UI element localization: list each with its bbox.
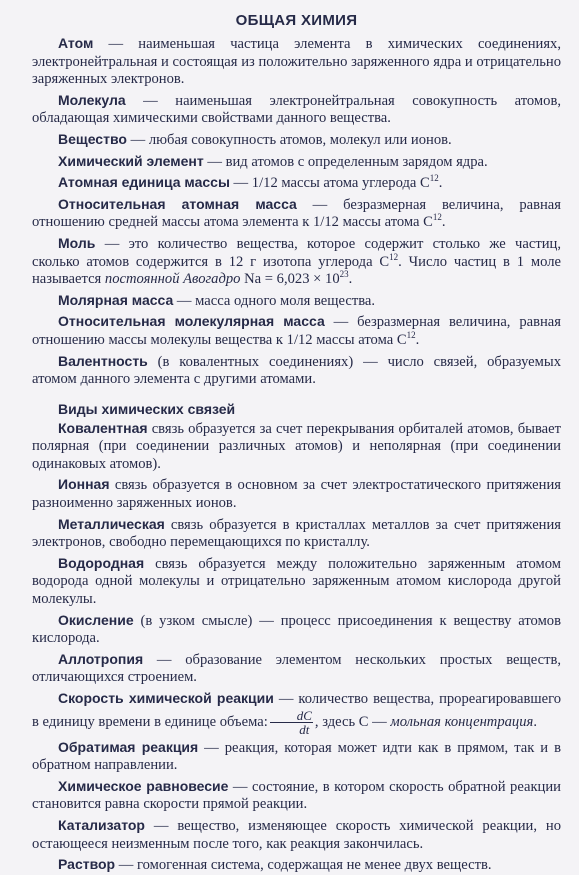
definition-text: — это количество вещества, которое содержит столько же частиц, сколько атомов содержится в 12 г изотопа углерода C [32,235,561,270]
definition-text: — масса одного моля вещества. [173,292,376,309]
term: Металлическая [58,515,165,532]
term: Химический элемент [58,152,204,169]
definition-molecule [32,92,561,128]
definition-valence [32,353,561,389]
definition-relative-molecular-mass [32,313,561,349]
term: Атомная единица массы [58,174,230,191]
definition-tail: . [438,175,443,192]
term: Атом [58,35,94,51]
fraction-denominator: dt [299,721,310,737]
definition-text: связь образуется в кристаллах металлов за счет притяжения электронов, свободно перемещающихся по кристаллу. [32,516,561,551]
term: Водородная [58,554,145,571]
section-heading-bonds: Виды химических связей [58,400,236,417]
term: Ковалентная [58,419,148,436]
definition-catalyst [32,817,561,853]
term: Химическое равновесие [58,777,229,794]
definition-text: (в узком смысле) — процесс присоединения к веществу атомов кислорода. [32,612,561,647]
definition-text: — наименьшая частица элемента в химических соединениях, электронейтральная и состоящая из положительно заряженного ядра и отрицательно заряженных электронов. [32,36,561,88]
superscript: 12 [432,212,442,223]
definition-chemical-equilibrium [32,778,561,814]
term: Относительная молекулярная масса [58,313,325,330]
definition-text: связь образуется в основном за счет электростатического притяжения разноименно заряженных ионов. [32,477,561,512]
definition-atomic-mass-unit [32,174,561,193]
definition-tail: . [441,214,446,231]
definition-mole [32,235,561,289]
page-title: ОБЩАЯ ХИМИЯ [235,12,358,29]
definition-chemical-element [32,153,561,172]
definition-text: (в ковалентных соединениях) — число связей, образуемых атомом данного элемента с другими атомами. [32,353,561,388]
definition-text: — безразмерная величина, равная отношению массы молекулы вещества к 1/12 массы атома C [32,314,561,348]
term: Ионная [58,476,110,493]
definition-hydrogen-bond [32,555,561,609]
definition-solution [32,856,561,875]
definition-text: — любая совокупность атомов, молекул или ионов. [126,131,452,148]
superscript: 12 [429,173,439,184]
definition-reversible-reaction [32,739,561,775]
molar-concentration-label: мольная концентрация [386,713,534,730]
definition-text: — вид атомов с определенным зарядом ядра. [203,153,488,170]
term: Молекула [58,91,126,108]
superscript: 12 [406,330,416,341]
term: Обратимая реакция [58,738,199,755]
definitions-list [32,35,561,389]
term: Моль [58,234,96,251]
definition-tail: . [348,271,353,288]
definition-substance [32,131,561,150]
definition-text: связь образуется за счет перекрывания орбиталей атомов, бывает полярная (при соединении различных атомов) и неполярная (при соединении одинаковых атомов). [32,420,561,472]
definition-oxidation [32,612,561,648]
fraction-numerator: dC [270,709,313,723]
term: Вещество [58,130,127,147]
definition-tail: , здесь C — [314,713,387,730]
definition-molar-mass [32,292,561,311]
definition-text: — наименьшая электронейтральная совокупность атомов, обладающая химическими свойствами данного вещества. [32,92,561,127]
avogadro-value: Na = 6,023 × 10 [240,271,340,288]
definition-text: связь образуется между положительно заряженным атомом водорода одной молекулы и отрицательно заряженным атомом кислорода другой молекулы. [32,555,561,608]
term: Скорость химической реакции [58,690,274,706]
definition-text: — 1/12 массы атома углерода C [229,175,430,192]
bonds-list [32,420,561,875]
term: Аллотропия [58,650,144,667]
definition-text: — реакция, которая может идти как в прямом, так и в обратном направлении. [32,739,561,774]
definition-text: — образование элементом нескольких простых веществ, отличающихся строением. [32,651,561,686]
term: Относительная атомная масса [58,195,297,212]
avogadro-constant-label: постоянной Авогадро [101,271,241,288]
term: Молярная масса [58,291,174,308]
definition-tail: . Число частиц в 1 моле называется [32,253,561,288]
rate-fraction [270,709,313,736]
definition-allotropy [32,651,561,687]
definition-text: — безразмерная величина, равная отношению средней массы атома элемента к 1/12 массы атома C [32,196,561,231]
definition-text: — вещество, изменяющее скорость химической реакции, но остающееся неизменным после того, как реакция закончилась. [32,817,561,852]
definition-text: — гомогенная система, содержащая не менее двух веществ. [115,857,492,874]
term: Валентность [58,352,148,369]
definition-tail: . [415,331,420,348]
superscript: 12 [389,251,399,262]
definition-covalent-bond [32,420,561,474]
definition-atom [32,35,561,89]
term: Катализатор [58,816,145,833]
definition-metallic-bond [32,516,561,552]
definition-reaction-rate [32,690,561,736]
definition-text: — состояние, в котором скорость обратной реакции становится равна скорости прямой реакции. [32,778,561,813]
definition-ionic-bond [32,476,561,512]
term: Раствор [58,856,116,873]
definition-text: — количество вещества, прореагировавшего в единицу времени в единице объема: [32,691,562,730]
definition-tail: . [533,713,537,730]
term: Окисление [58,611,134,628]
superscript: 23 [339,269,349,280]
definition-relative-atomic-mass [32,196,561,232]
